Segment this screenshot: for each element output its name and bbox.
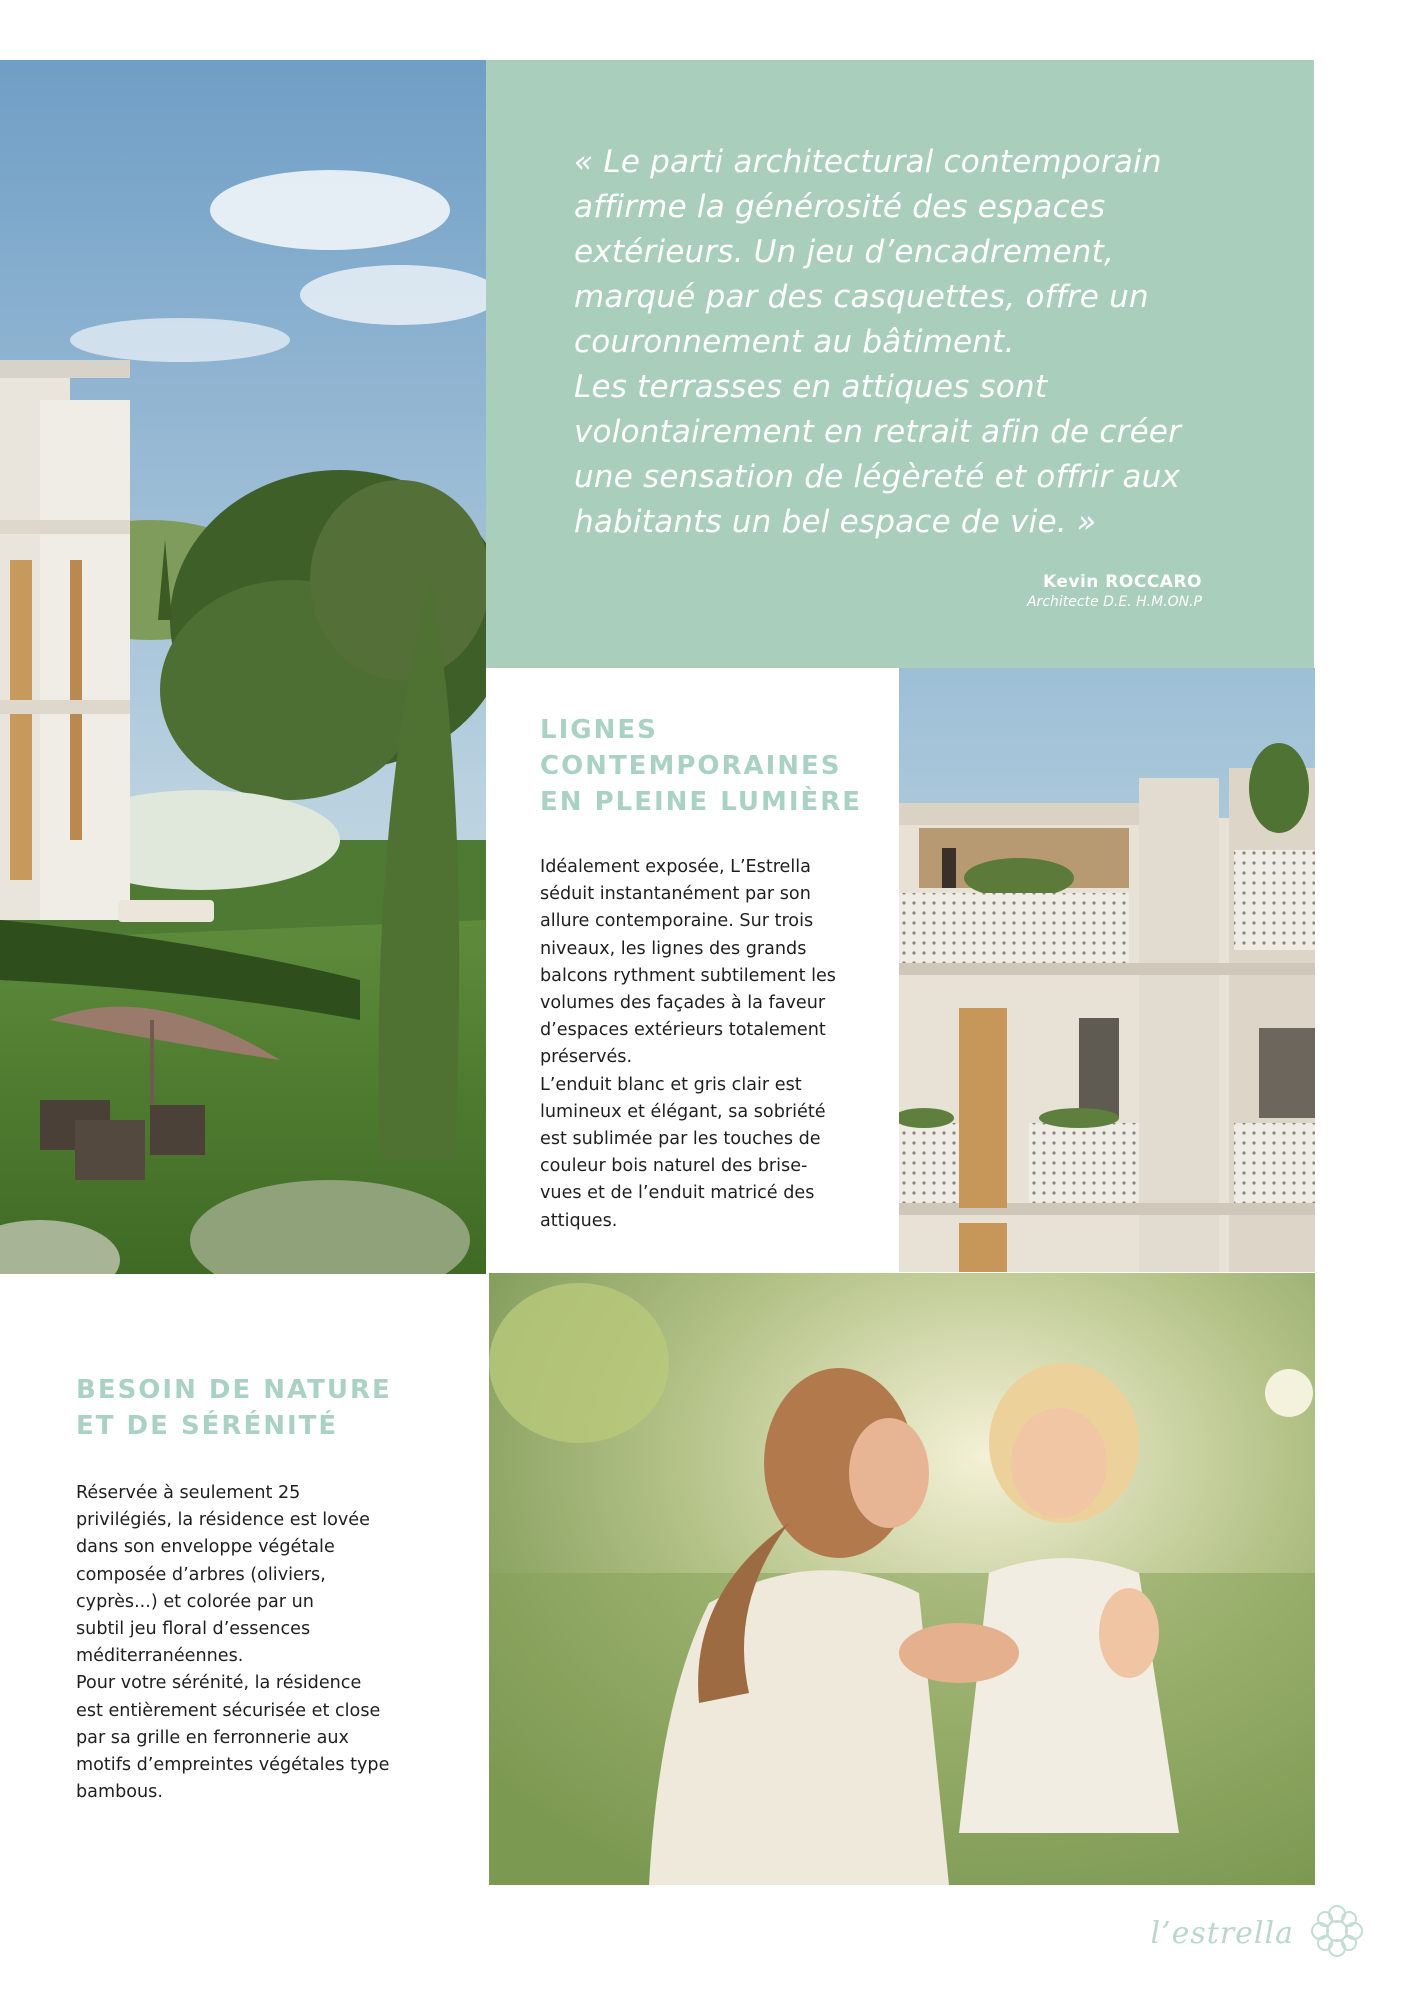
quote-line: Les terrasses en attiques sont xyxy=(574,369,1048,405)
author-role: Architecte D.E. H.M.ON.P xyxy=(1026,594,1202,610)
heading-line: LIGNES xyxy=(540,715,658,745)
lignes-section xyxy=(540,712,870,1235)
quote-line: « Le parti architectural contemporain xyxy=(574,144,1162,180)
lignes-heading xyxy=(540,712,870,820)
besoin-heading xyxy=(76,1372,436,1444)
quote-line: marqué par des casquettes, offre un xyxy=(574,279,1149,315)
rosette-icon xyxy=(1306,1900,1368,1966)
estrella-logo xyxy=(1150,1900,1368,1966)
body-line: dans son enveloppe végétale xyxy=(76,1537,335,1558)
body-line: lumineux et élégant, sa sobriété xyxy=(540,1101,826,1122)
heading-line: ET DE SÉRÉNITÉ xyxy=(76,1411,339,1441)
body-line: est entièrement sécurisée et close xyxy=(76,1700,381,1721)
besoin-section xyxy=(76,1372,436,1806)
quote-line: extérieurs. Un jeu d’encadrement, xyxy=(574,234,1115,270)
heading-line: BESOIN DE NATURE xyxy=(76,1375,392,1405)
body-line: niveaux, les lignes des grands xyxy=(540,938,807,959)
family-photo xyxy=(489,1273,1315,1885)
body-line: méditerranéennes. xyxy=(76,1646,244,1667)
garden-image xyxy=(0,60,486,1274)
body-line: préservés. xyxy=(540,1047,633,1068)
quote-line: affirme la générosité des espaces xyxy=(574,189,1106,225)
body-line: motifs d’empreintes végétales type xyxy=(76,1755,390,1776)
body-line: L’enduit blanc et gris clair est xyxy=(540,1074,802,1095)
body-line: allure contemporaine. Sur trois xyxy=(540,911,814,932)
body-line: volumes des façades à la faveur xyxy=(540,993,826,1014)
besoin-body xyxy=(76,1480,436,1806)
body-line: couleur bois naturel des brise- xyxy=(540,1156,808,1177)
heading-line: EN PLEINE LUMIÈRE xyxy=(540,787,863,817)
quote-attribution xyxy=(1027,572,1202,610)
body-line: attiques. xyxy=(540,1210,618,1231)
architect-quote xyxy=(574,140,1214,545)
logo-wordmark: l’estrella xyxy=(1150,1915,1294,1951)
quote-line: habitants un bel espace de vie. » xyxy=(574,504,1097,540)
building-facade-image xyxy=(899,668,1315,1272)
heading-line: CONTEMPORAINES xyxy=(540,751,842,781)
body-line: séduit instantanément par son xyxy=(540,884,811,905)
body-line: privilégiés, la résidence est lovée xyxy=(76,1510,370,1531)
body-line: composée d’arbres (oliviers, xyxy=(76,1564,326,1585)
body-line: vues et de l’enduit matricé des xyxy=(540,1183,815,1204)
body-line: d’espaces extérieurs totalement xyxy=(540,1020,826,1041)
body-line: bambous. xyxy=(76,1782,163,1803)
lignes-body xyxy=(540,854,870,1235)
body-line: Idéalement exposée, L’Estrella xyxy=(540,857,811,877)
quote-line: une sensation de légèreté et offrir aux xyxy=(574,459,1181,495)
body-line: subtil jeu floral d’essences xyxy=(76,1619,311,1640)
quote-line: couronnement au bâtiment. xyxy=(574,324,1015,360)
quote-line: volontairement en retrait afin de créer xyxy=(574,414,1182,450)
body-line: par sa grille en ferronnerie aux xyxy=(76,1727,349,1748)
body-line: cyprès...) et colorée par un xyxy=(76,1591,314,1612)
body-line: est sublimée par les touches de xyxy=(540,1129,821,1150)
body-line: Réservée à seulement 25 xyxy=(76,1483,301,1503)
author-name: Kevin ROCCARO xyxy=(1042,572,1202,592)
quote-panel xyxy=(486,60,1314,668)
body-line: balcons rythment subtilement les xyxy=(540,965,836,986)
body-line: Pour votre sérénité, la résidence xyxy=(76,1673,362,1694)
